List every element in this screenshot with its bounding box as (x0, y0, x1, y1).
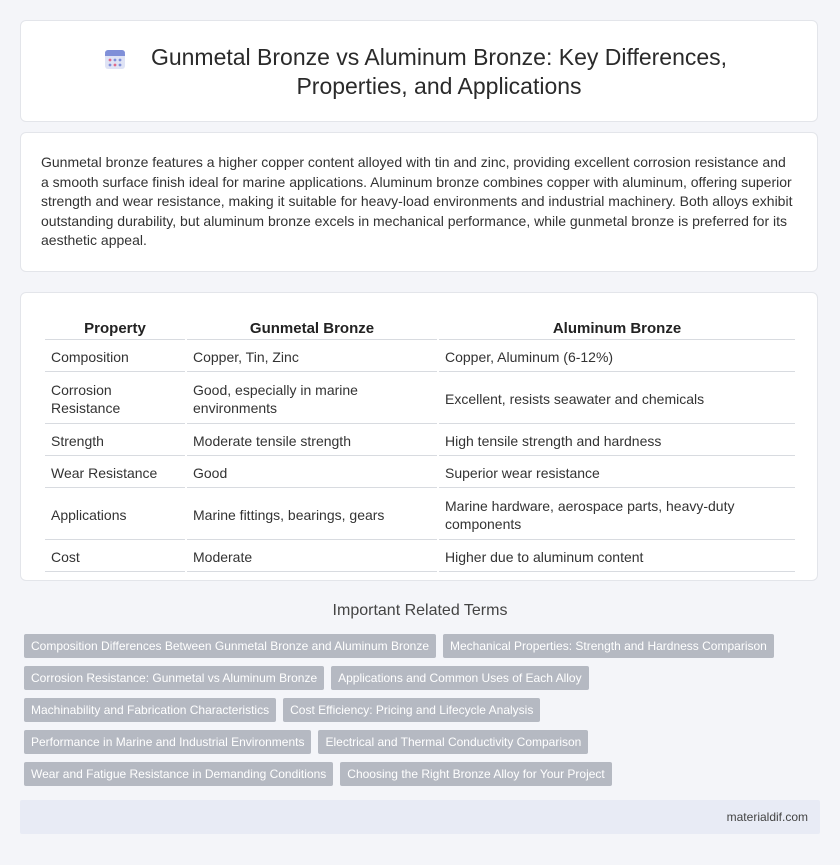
calendar-icon (103, 47, 127, 71)
tags-row (24, 762, 612, 786)
table-row (45, 458, 795, 488)
related-terms-heading: Important Related Terms (332, 602, 508, 619)
page-title-line1: Gunmetal Bronze vs Aluminum Bronze: Key Differences, (150, 44, 728, 70)
table-row (45, 490, 795, 540)
table-cell: Moderate (187, 542, 437, 572)
tags-row (24, 634, 774, 658)
table-cell: Excellent, resists seawater and chemicals (439, 374, 795, 424)
footer (20, 800, 820, 834)
header-aluminum-bronze: Aluminum Bronze (439, 317, 795, 340)
table-cell: Marine hardware, aerospace parts, heavy-duty components (439, 490, 795, 540)
related-term-tag[interactable]: Performance in Marine and Industrial Environments (24, 730, 311, 754)
summary-paragraph: Gunmetal bronze features a higher copper content alloyed with tin and zinc, providing excellent corrosion resistance and a smooth surface finish ideal for marine applications. Aluminum bronze combines copper with aluminum, offering superior strength and wear resistance, making it suitable for heavy-load environments and industrial machinery. Both alloys exhibit outstanding durability, but aluminum bronze excels in mechanical performance, while gunmetal bronze is preferred for its aesthetic appeal. (41, 154, 793, 248)
title-card (20, 20, 818, 122)
comparison-table (43, 315, 797, 574)
related-term-tag[interactable]: Machinability and Fabrication Characteristics (24, 698, 276, 722)
related-term-tag[interactable]: Choosing the Right Bronze Alloy for Your Project (340, 762, 611, 786)
table-cell: Applications (45, 490, 185, 540)
table-header-row (45, 317, 795, 340)
summary-card (20, 132, 818, 272)
related-term-tag[interactable]: Electrical and Thermal Conductivity Comparison (318, 730, 588, 754)
title-row (21, 43, 817, 101)
table-cell: Composition (45, 342, 185, 372)
related-term-tag[interactable]: Mechanical Properties: Strength and Hardness Comparison (443, 634, 774, 658)
related-term-tag[interactable]: Cost Efficiency: Pricing and Lifecycle Analysis (283, 698, 540, 722)
table-cell: Strength (45, 426, 185, 456)
table-cell: Wear Resistance (45, 458, 185, 488)
related-term-tag[interactable]: Corrosion Resistance: Gunmetal vs Aluminum Bronze (24, 666, 324, 690)
table-row (45, 342, 795, 372)
table-cell: Higher due to aluminum content (439, 542, 795, 572)
table-row (45, 426, 795, 456)
header-gunmetal-bronze: Gunmetal Bronze (187, 317, 437, 340)
footer-site-link[interactable]: materialdif.com (726, 810, 808, 824)
header-property: Property (45, 317, 185, 340)
related-term-tag[interactable]: Applications and Common Uses of Each Alloy (331, 666, 588, 690)
tags-row (24, 666, 589, 690)
tags-row (24, 698, 540, 722)
table-cell: Good (187, 458, 437, 488)
comparison-table-card (20, 292, 818, 581)
page-title-line2: Properties, and Applications (296, 73, 582, 99)
table-cell: Corrosion Resistance (45, 374, 185, 424)
table-cell: Superior wear resistance (439, 458, 795, 488)
related-term-tag[interactable]: Wear and Fatigue Resistance in Demanding Conditions (24, 762, 333, 786)
related-term-tag[interactable]: Composition Differences Between Gunmetal Bronze and Aluminum Bronze (24, 634, 436, 658)
table-cell: Good, especially in marine environments (187, 374, 437, 424)
table-cell: Copper, Tin, Zinc (187, 342, 437, 372)
table-row (45, 542, 795, 572)
table-row (45, 374, 795, 424)
page-title (21, 43, 817, 101)
tags-row (24, 730, 588, 754)
table-cell: Moderate tensile strength (187, 426, 437, 456)
table-cell: Cost (45, 542, 185, 572)
table-cell: High tensile strength and hardness (439, 426, 795, 456)
table-cell: Copper, Aluminum (6-12%) (439, 342, 795, 372)
table-cell: Marine fittings, bearings, gears (187, 490, 437, 540)
